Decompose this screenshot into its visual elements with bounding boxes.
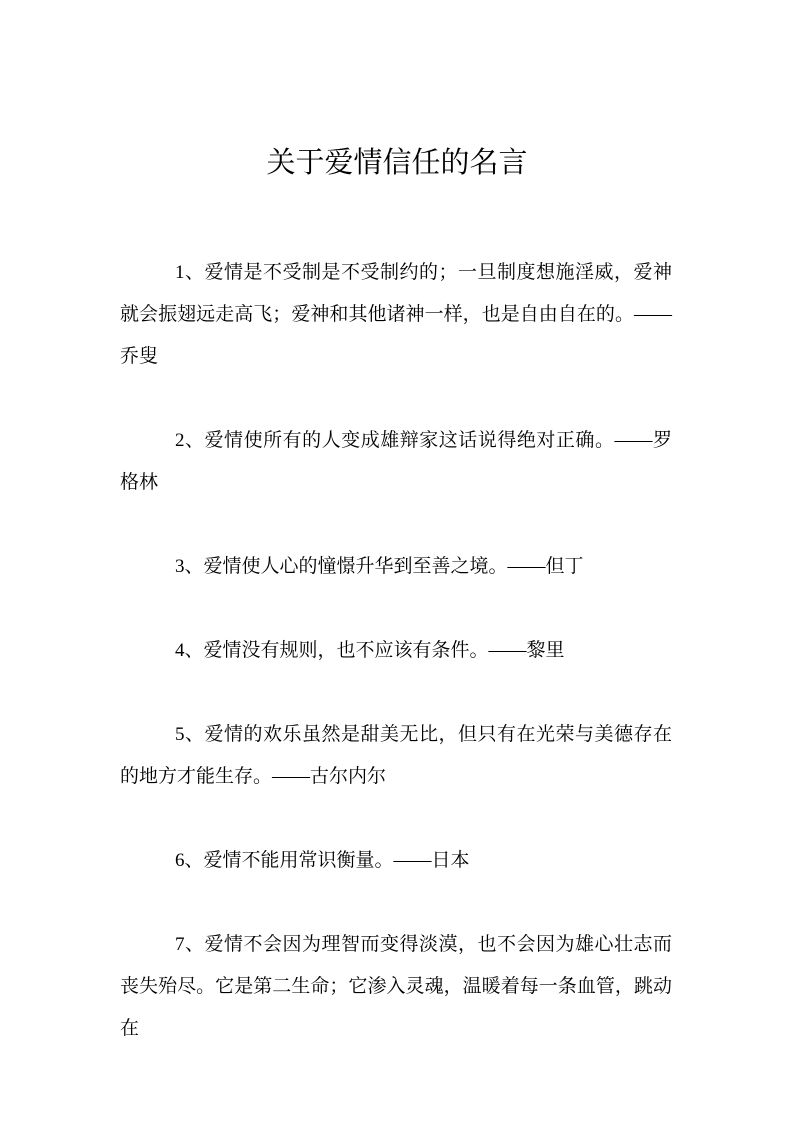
document-body <box>120 252 672 1092</box>
quote-paragraph-5: 5、爱情的欢乐虽然是甜美无比，但只有在光荣与美德存在的地方才能生存。——古尔内尔 <box>120 724 672 787</box>
quote-paragraph-7: 7、爱情不会因为理智而变得淡漠，也不会因为雄心壮志而丧失殆尽。它是第二生命；它渗入灵魂，温暖着每一条血管，跳动在 <box>120 934 672 1039</box>
quote-paragraph-4: 4、爱情没有规则，也不应该有条件。——黎里 <box>175 640 565 661</box>
quote-paragraph-1: 1、爱情是不受制是不受制约的；一旦制度想施淫威，爱神就会振翅远走高飞；爱神和其他诸神一样，也是自由自在的。——乔叟 <box>120 262 672 367</box>
quote-paragraph-6: 6、爱情不能用常识衡量。——日本 <box>175 850 470 871</box>
quote-paragraph-2: 2、爱情使所有的人变成雄辩家这话说得绝对正确。——罗格林 <box>120 430 672 493</box>
document-title: 关于爱情信任的名言 <box>266 147 528 179</box>
quote-paragraph-3: 3、爱情使人心的憧憬升华到至善之境。——但丁 <box>175 556 584 577</box>
